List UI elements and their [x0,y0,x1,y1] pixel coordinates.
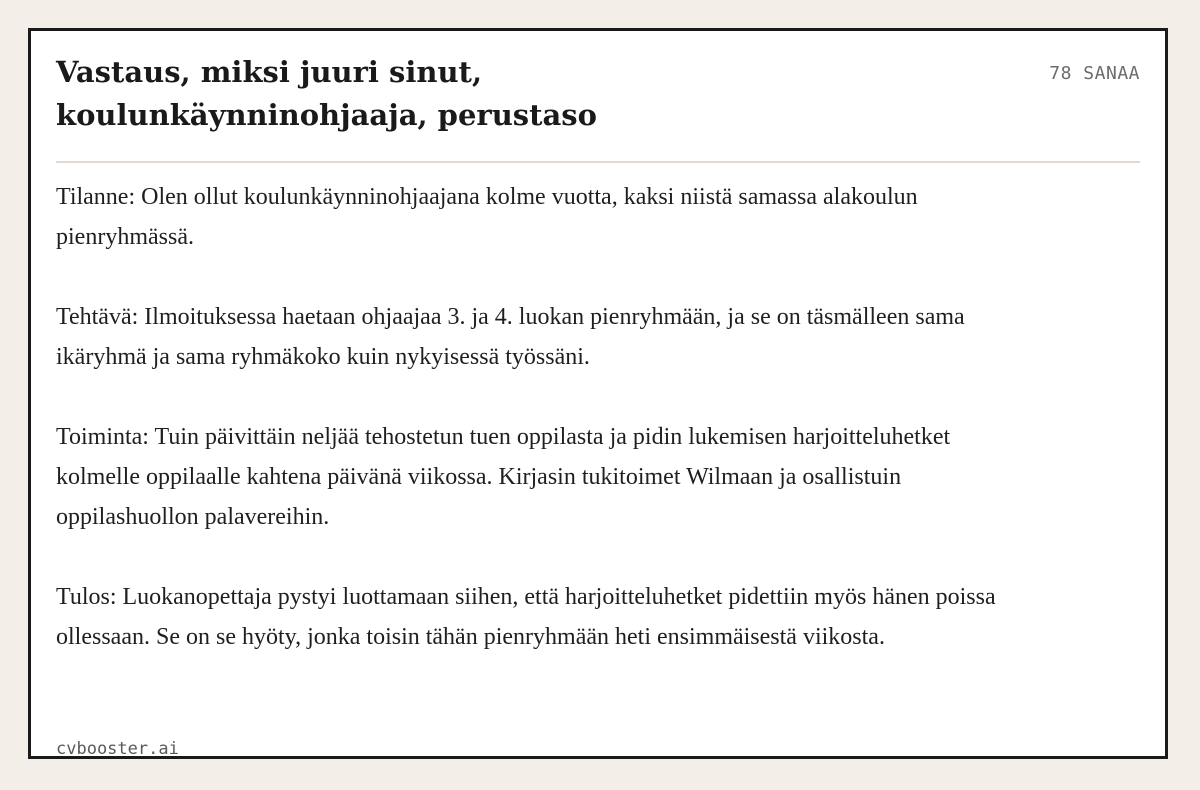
paragraph-situation: Tilanne: Olen ollut koulunkäynninohjaajana kolme vuotta, kaksi niistä samassa alakoulun pienryhmässä. [56,184,918,250]
paragraph-result: Tulos: Luokanopettaja pystyi luottamaan siihen, että harjoitteluhetket pidettiin myös hänen poissa ollessaan. Se on se hyöty, jonka toisin tähän pienryhmään heti ensimmäisestä viikosta. [56,584,996,650]
paragraph-task: Tehtävä: Ilmoituksessa haetaan ohjaajaa 3. ja 4. luokan pienryhmään, ja se on täsmälleen sama ikäryhmä ja sama ryhmäkoko kuin nykyisessä työssäni. [56,304,965,370]
paragraph-action: Toiminta: Tuin päivittäin neljää tehostetun tuen oppilasta ja pidin lukemisen harjoitteluhetket kolmelle oppilaalle kahtena päivänä viikossa. Kirjasin tukitoimet Wilmaan ja osallistuin oppilashuollon palavereihin. [56,424,951,530]
word-count-label: 78 SANAA [1049,63,1140,84]
page-title: Vastaus, miksi juuri sinut, koulunkäynninohjaaja, perustaso [56,55,597,132]
card-header [56,51,1140,163]
answer-body [56,177,1036,697]
brand-footer: cvbooster.ai [56,739,179,759]
answer-card [28,28,1168,759]
